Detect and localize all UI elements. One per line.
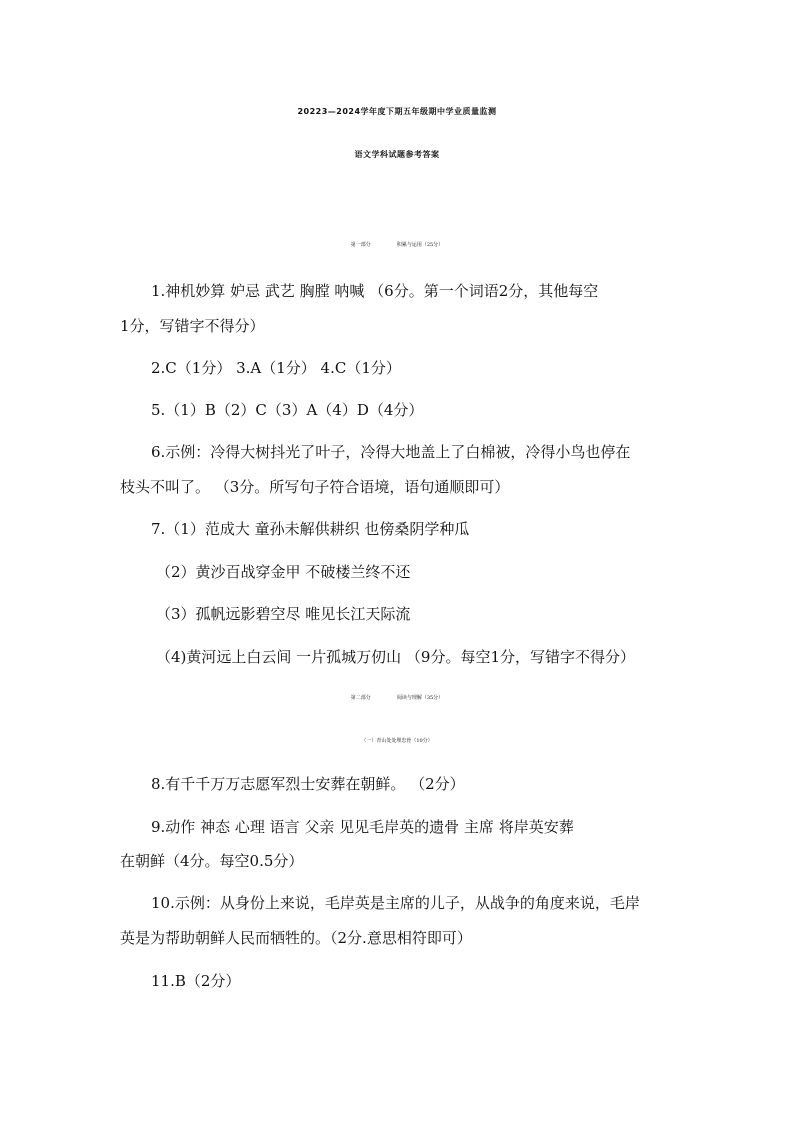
answer-q7-3: （3）孤帆远影碧空尽 唯见长江天际流 xyxy=(156,605,411,623)
answer-q1-line1: 1.神机妙算 妒忌 武艺 胸膛 呐喊 （6分。第一个词语2分，其他每空 xyxy=(151,282,599,300)
answer-q6-line2: 枝头不叫了。 （3分。所写句子符合语境，语句通顺即可） xyxy=(120,478,510,496)
answer-q8: 8.有千千万万志愿军烈士安葬在朝鲜。 （2分） xyxy=(151,775,465,793)
document-title-line2: 语文学科试题参考答案 xyxy=(354,150,440,159)
answer-q11: 11.B（2分） xyxy=(151,972,241,990)
part2-heading xyxy=(0,688,794,708)
part2-heading-label: 第二部分 xyxy=(350,695,371,701)
part1-heading-label: 第一部分 xyxy=(350,242,371,248)
answer-q7-1: 7.（1）范成大 童孙未解供耕织 也傍桑阴学种瓜 xyxy=(151,520,470,538)
document-title-line1: 20223—2024学年度下期五年级期中学业质量监测 xyxy=(297,107,497,116)
answer-q1-line2: 1分，写错字不得分） xyxy=(120,317,265,335)
part1-heading-topic: 积累与运用（25分） xyxy=(396,242,444,248)
part2-heading-topic: 阅读与理解（35分） xyxy=(396,695,444,701)
answer-q9-line1: 9.动作 神态 心理 语言 父亲 见见毛岸英的遗骨 主席 将岸英安葬 xyxy=(151,818,574,836)
answer-q10-line2: 英是为帮助朝鲜人民而牺牲的。（2分.意思相符即可） xyxy=(120,929,472,947)
part1-heading xyxy=(0,235,794,255)
answer-q2-4: 2.C（1分） 3.A（1分） 4.C（1分） xyxy=(151,359,401,377)
answer-q5: 5.（1）B（2）C（3）A（4）D（4分） xyxy=(151,401,424,419)
answer-q9-line2: 在朝鲜（4分。每空0.5分） xyxy=(120,852,304,870)
answer-q7-2: （2）黄沙百战穿金甲 不破楼兰终不还 xyxy=(156,563,411,581)
section1-title: （一）青山处处埋忠骨（10分） xyxy=(361,738,433,744)
answer-q10-line1: 10.示例：从身份上来说，毛岸英是主席的儿子，从战争的角度来说，毛岸 xyxy=(151,894,640,912)
answer-q6-line1: 6.示例：冷得大树抖光了叶子，冷得大地盖上了白棉被，冷得小鸟也停在 xyxy=(151,443,631,461)
answer-q7-4: （4)黄河远上白云间 一片孤城万仞山 （9分。每空1分，写错字不得分） xyxy=(156,648,636,666)
